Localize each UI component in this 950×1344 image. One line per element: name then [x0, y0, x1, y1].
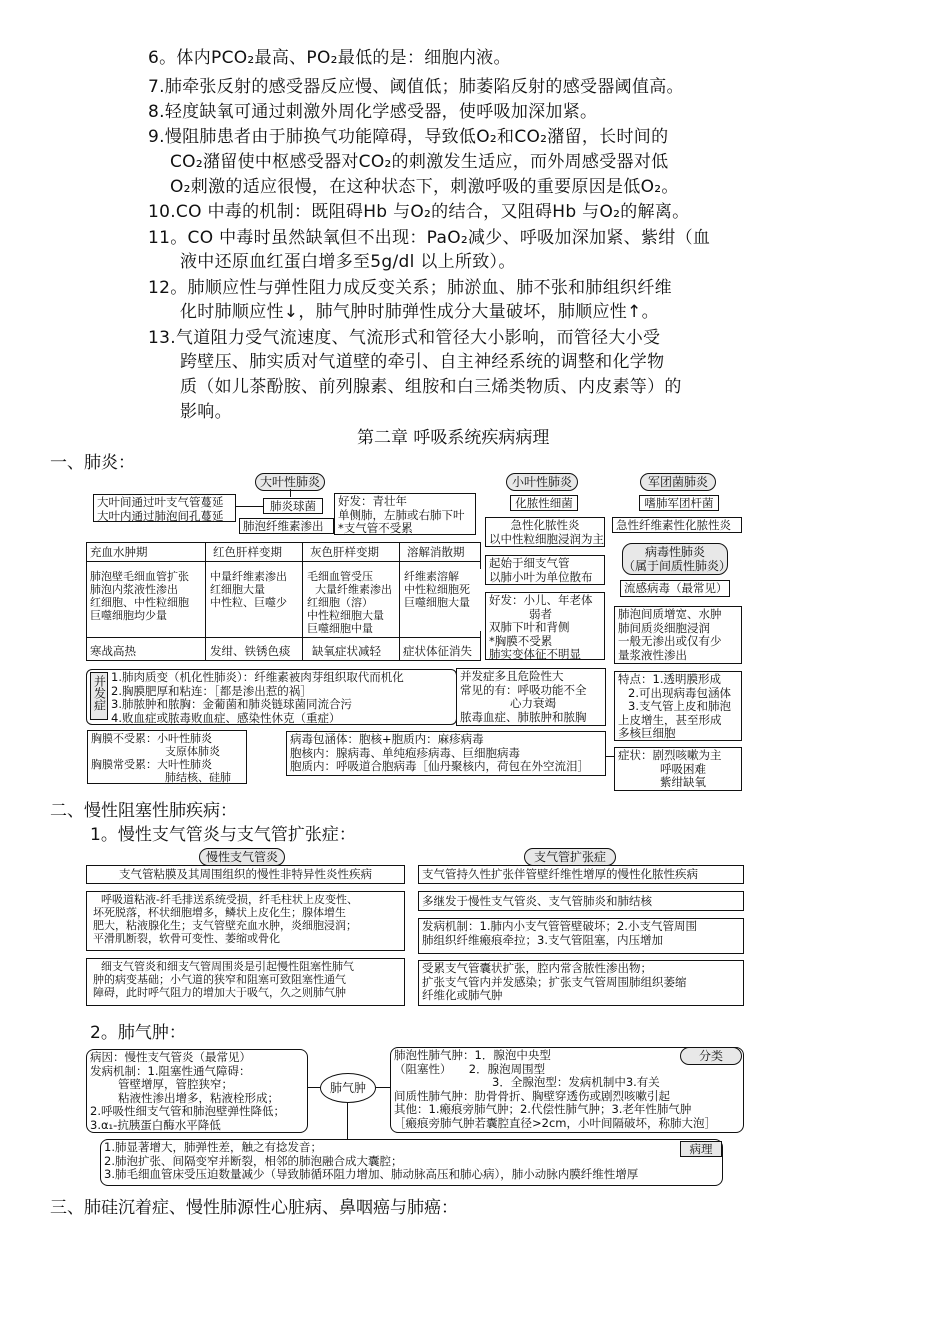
stage-pathology: 毛细血管受压 大量纤维素渗出 红细胞（溶） 中性粒细胞大量 巨噬细胞中量: [304, 569, 399, 635]
stage-header: 充血水肿期: [87, 545, 204, 560]
section-heading: 二、慢性阻塞性肺疾病：: [50, 801, 237, 821]
emphysema-cause-box: 病因：慢性支气管炎（最常见） 发病机制：1.阻塞性通气障碍： 管壁增厚，管腔狭窄； 粘液性渗出增多，粘液栓形成； 2.呼吸性细支气管和肺泡壁弹性降低； 3.α₁-抗胰蛋白酶水平降低: [86, 1049, 308, 1133]
legionella-nature-box: 急性纤维素性化脓性炎: [612, 517, 742, 533]
note-line: 7.肺牵张反射的感受器反应慢、阈值低；肺萎陷反射的感受器阈值高。: [148, 77, 684, 97]
chronic-bronchitis-pathology: 呼吸道粘液-纤毛排送系统受损，纤毛柱状上皮变性、 坏死脱落，杯状细胞增多，鳞状上皮化生；腺体增生 肥大，粘液腺化生；支气管壁充血水肿，炎细胞浸润； 平滑肌断裂，软骨可变性、萎缩或骨化: [86, 891, 405, 951]
chronic-bronchitis-definition: 支气管粘膜及其周围组织的慢性非特异性炎性疾病: [86, 865, 405, 884]
viral-features-box: 特点：1.透明膜形成 2.可出现病毒包涵体 3.支气管上皮和肺泡 上皮增生，甚至形成 多核巨细胞: [614, 671, 742, 741]
lobar-spread-box: 大叶间通过叶支气管蔓延 大叶内通过肺泡间孔蔓延: [93, 494, 236, 522]
lobular-pathogen-box: 化脓性细菌: [510, 495, 578, 511]
stage-clinical: 发绀、铁锈色痰: [207, 644, 302, 659]
legionella-pneumonia-title: 军团菌肺炎: [640, 473, 716, 491]
lobular-type-box: 急性化脓性炎 以中性粒细胞浸润为主: [485, 517, 605, 547]
stage-clinical: 症状体征消失: [400, 644, 480, 659]
bronchiectasis-title: 支气管扩张症: [524, 848, 616, 866]
lobar-onset-box: 好发：青壮年 单侧肺，左肺或右肺下叶 *支气管不受累: [334, 493, 476, 535]
note-line: CO₂潴留使中枢感受器对CO₂的刺激发生适应，而外周感受器对低: [170, 152, 669, 172]
lobar-nature-box: 肺泡纤维素渗出: [239, 518, 334, 534]
note-line: 质（如儿茶酚胺、前列腺素、组胺和白三烯类物质、内皮素等）的: [180, 377, 682, 397]
stage-pathology: 纤维素溶解 中性粒细胞死 巨噬细胞大量: [401, 569, 481, 631]
chronic-bronchitis-title: 慢性支气管炎: [199, 848, 285, 866]
lobular-complications-box: 并发症多且危险性大 常见的有：呼吸功能不全 心力衰竭 脓毒血症、肺脓肿和脓胸: [456, 668, 606, 726]
classification-label: 分类: [680, 1047, 742, 1065]
viral-cause-box: 流感病毒（最常见）: [620, 580, 730, 597]
viral-symptom-box: 症状：剧烈咳嗽为主 呼吸困难 紫绀缺氧: [614, 747, 742, 791]
stage-header: 溶解消散期: [404, 545, 480, 560]
stage-pathology: 肺泡壁毛细血管扩张 肺泡内浆液性渗出 红细胞、中性粒细胞 巨噬细胞均少量: [87, 569, 205, 631]
chapter-title: 第二章 呼吸系统疾病病理: [357, 428, 550, 448]
note-line: 液中还原血红蛋白增多至5g/dl 以上所致）。: [180, 252, 516, 272]
stage-clinical: 寒战高热: [87, 644, 204, 659]
stage-header: 红色肝样变期: [210, 545, 300, 560]
pleura-involvement-box: 胸膜不受累：小叶性肺炎 支原体肺炎 胸膜常受累：大叶性肺炎 肺结核、硅肺: [87, 730, 247, 784]
emphysema-center: 肺气肿: [320, 1073, 376, 1103]
bronchiectasis-mechanism: 发病机制：1.肺内小支气管管壁破坏；2.小支气管周围 肺组织纤维瘢痕牵拉；3.支气管阻塞，内压增加: [418, 918, 744, 954]
subsection-heading: 1。慢性支气管炎与支气管扩张症：: [90, 825, 356, 845]
viral-pathology-box: 肺泡间质增宽、水肿 肺间质炎细胞浸润 一般无渗出或仅有少 量浆液性渗出: [614, 606, 742, 664]
legionella-pathogen-box: 嗜肺军团杆菌: [639, 495, 719, 511]
section-heading: 一、肺炎：: [50, 453, 135, 473]
emphysema-pathology-box: 1.肺显著增大，肺弹性差，触之有捻发音； 2.肺泡扩张、间隔变窄并断裂，相邻的肺泡融合成大囊腔； 3.肺毛细血管床受压迫数量减少（导致肺循环阻力增加、肺动脉高压和肺心病），肺小动脉内膜纤维性增厚: [100, 1139, 723, 1186]
note-line: 跨壁压、肺实质对气道壁的牵引、自主神经系统的调整和化学物: [180, 352, 665, 372]
section-heading: 三、肺硅沉着症、慢性肺源性心脏病、鼻咽癌与肺癌：: [50, 1198, 458, 1218]
lobular-origin-box: 起始于细支气管 以肺小叶为单位散布: [485, 555, 605, 585]
note-line: 12。肺顺应性与弹性阻力成反变关系；肺淤血、肺不张和肺组织纤维: [148, 278, 672, 298]
note-line: 10.CO 中毒的机制：既阻碍Hb 与O₂的结合，又阻碍Hb 与O₂的解离。: [148, 202, 690, 222]
viral-pneumonia-title: 病毒性肺炎 （属于间质性肺炎）: [623, 545, 732, 573]
lobular-onset-box: 好发：小儿、年老体 弱者 双肺下叶和背侧 *胸膜不受累 肺实变体征不明显: [485, 592, 605, 660]
note-line: 11。CO 中毒时虽然缺氧但不出现：PaO₂减少、呼吸加深加紧、紫绀（血: [148, 228, 711, 248]
note-line: 9.慢阻肺患者由于肺换气功能障碍，导致低O₂和CO₂潴留，长时间的: [148, 127, 669, 147]
complication-label: 并发症: [90, 672, 108, 720]
bronchiectasis-pathology: 受累支气管囊状扩张，腔内常含脓性渗出物； 扩张支气管内并发感染；扩张支气管周围肺组织萎缩 纤维化或肺气肿: [418, 960, 744, 1006]
emphysema-classification-box: 肺泡性肺气肿：1．腺泡中央型 （阻塞性） 2．腺泡周围型 3．全腺泡型：发病机制中3.有关 间质性肺气肿：肋骨骨折、胸壁穿透伤或剧烈咳嗽引起 其他：1.瘢痕旁肺气肿；2.代偿性肺气肿；3.老年性肺气肿 ［瘢痕旁肺气肿若囊腔直径>2cm，小叶间隔破坏，称肺大泡］: [390, 1047, 744, 1133]
lobar-complications-box: 1.肺肉质变（机化性肺炎）：纤维素被肉芽组织取代而机化 2.胸膜肥厚和粘连：［都是渗出惹的祸］ 3.肺脓肿和脓胸：金葡菌和肺炎链球菌同流合污 4.败血症或脓毒败血症、感染性休克（重症）: [86, 669, 457, 725]
stage-pathology: 中量纤维素渗出 红细胞大量 中性粒、巨噬少: [207, 569, 302, 631]
note-line: 6。体内PCO₂最高、PO₂最低的是：细胞内液。: [148, 48, 511, 68]
inclusion-body-box: 病毒包涵体：胞核+胞质内：麻疹病毒 胞核内：腺病毒、单纯疱疹病毒、巨细胞病毒 胞质内：呼吸道合胞病毒［仙丹聚核内，荷包在外空流泪］: [286, 731, 606, 776]
bronchiectasis-site: 多继发于慢性支气管炎、支气管肺炎和肺结核: [418, 891, 744, 911]
bronchiectasis-definition: 支气管持久性扩张伴管壁纤维性增厚的慢性化脓性疾病: [418, 865, 744, 884]
lobar-pneumonia-title: 大叶性肺炎: [255, 473, 325, 491]
pathology-label: 病理: [680, 1141, 722, 1157]
stage-clinical: 缺氧症状减轻: [309, 644, 399, 659]
note-line: 影响。: [180, 402, 232, 422]
note-line: O₂刺激的适应很慢，在这种状态下，刺激呼吸的重要原因是低O₂。: [170, 177, 679, 197]
chronic-bronchitis-result: 细支气管炎和细支气管周围炎是引起慢性阻塞性肺气 肿的病变基础；小气道的狭窄和阻塞可致阻塞性通气 障碍，此时呼气阻力的增加大于吸气，久之则肺气肿: [86, 958, 405, 1006]
stage-header: 灰色肝样变期: [307, 545, 397, 560]
subsection-heading: 2。肺气肿：: [90, 1023, 186, 1043]
note-line: 化时肺顺应性↓，肺气肿时肺弹性成分大量破坏，肺顺应性↑。: [180, 302, 659, 322]
lobular-pneumonia-title: 小叶性肺炎: [506, 473, 578, 491]
note-line: 8.轻度缺氧可通过刺激外周化学感受器，使呼吸加深加紧。: [148, 102, 598, 122]
note-line: 13.气道阻力受气流速度、气流形式和管径大小影响，而管径大小受: [148, 328, 661, 348]
lobar-pathogen-box: 肺炎球菌: [263, 498, 323, 514]
